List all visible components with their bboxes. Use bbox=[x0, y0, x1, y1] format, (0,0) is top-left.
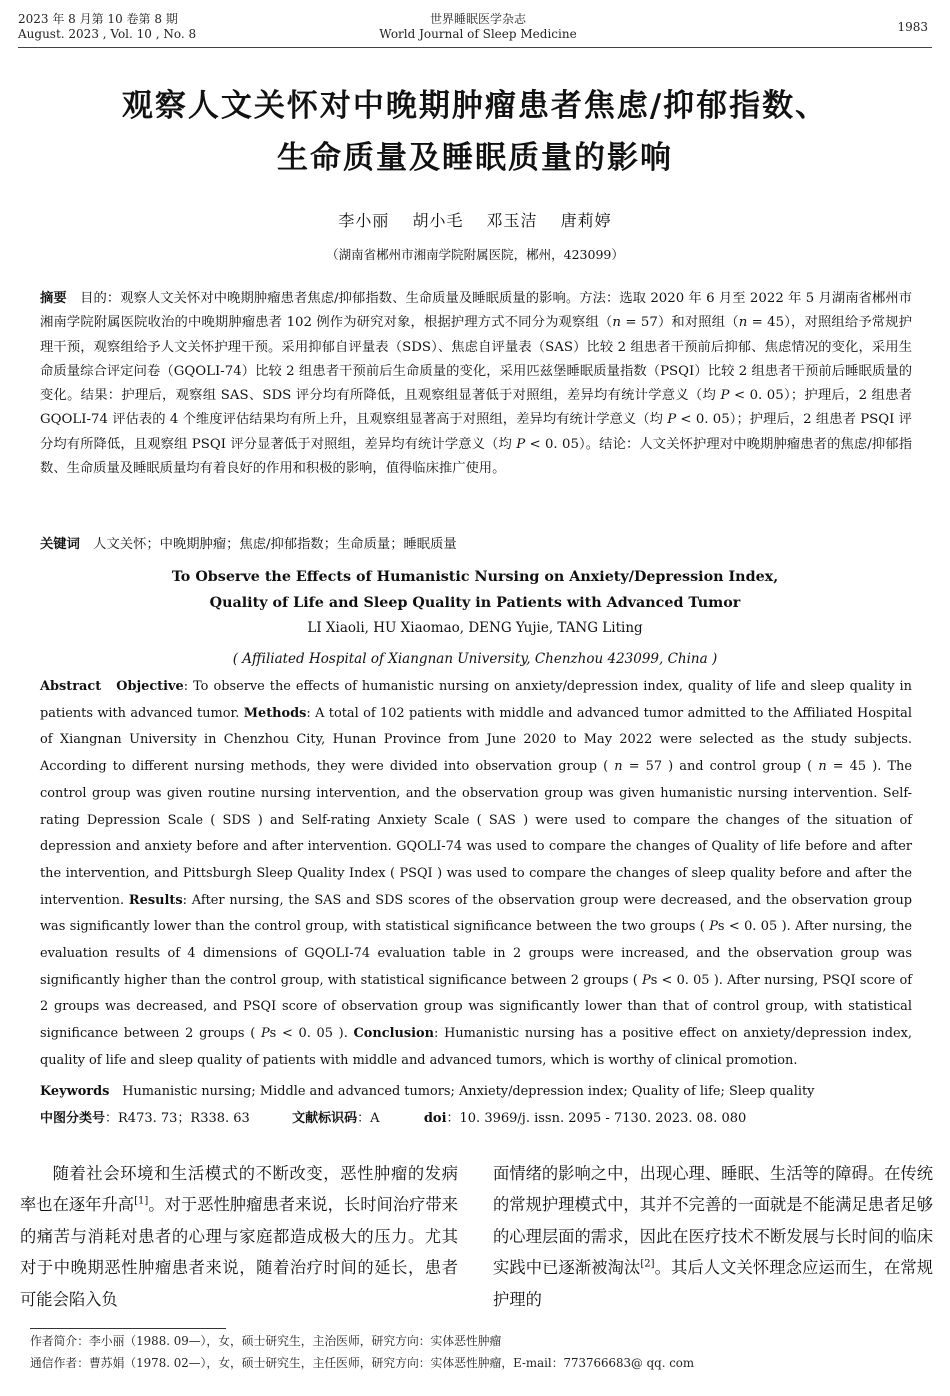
abstract-cn-label: 摘要 bbox=[40, 291, 67, 306]
authors-cn: 李小丽 胡小毛 邓玉洁 唐莉婷 bbox=[338, 211, 612, 230]
page-number: 1983 bbox=[897, 20, 928, 34]
journal-name bbox=[0, 12, 950, 42]
abstract-en: Abstract Objective: To observe the effects of humanistic nursing on anxiety/depression index, quality of life and sleep quality in patients with advanced tumor. Methods: A total of 102 patients with middle and advanced tumor admitted to the Affiliated Hospital of Xiangnan University in Chenzhou City, Hunan Province from June 2020 to May 2022 were selected as the study subjects. According to different nursing methods, they were divided into observation group ( n = 57 ) and control group ( n = 45 ). The control group was given routine nursing intervention, and the observation group was given humanistic nursing intervention. Self-rating Depression Scale ( SDS ) and Self-rating Anxiety Scale ( SAS ) were used to compare the changes of the situation of depression and anxiety before and after intervention. GQOLI-74 was used to compare the changes of Quality of life before and after the intervention, and Pittsburgh Sleep Quality Index ( PSQI ) was used to compare the changes of sleep quality before and after the intervention. Results: After nursing, the SAS and SDS scores of the observation group were decreased, and the observation group was significantly lower than the control group, with statistical significance between the two groups ( Ps < 0. 05 ). After nursing, the evaluation results of 4 dimensions of GQOLI-74 evaluation table in 2 groups were increased, and the observation group was significantly higher than the control group, with statistical significance between 2 groups ( Ps < 0. 05 ). After nursing, PSQI score of 2 groups was decreased, and PSQI score of observation group was significantly lower than that of control group, with statistical significance between 2 groups ( Ps < 0. 05 ). Conclusion: Humanistic nursing has a positive effect on anxiety/depression index, quality of life and sleep quality of patients with middle and advanced tumors, which is worthy of clinical promotion. bbox=[40, 679, 913, 1068]
ref-1: [1] bbox=[134, 1195, 149, 1207]
author-intro: 作者简介：李小丽（1988. 09—），女，硕士研究生，主治医师，研究方向：实体恶性肿瘤 bbox=[30, 1334, 502, 1348]
abstract-cn: 摘要 目的：观察人文关怀对中晚期肿瘤患者焦虑/抑郁指数、生命质量及睡眠质量的影响。方法：选取 2020 年 6 月至 2022 年 5 月湖南省郴州市湘南学院附属医院收治的中晚期肿瘤患者 102 例作为研究对象，根据护理方式不同分为观察组（n = 57）和对照组（n = 45），对照组给予常规护理干预，观察组给予人文关怀护理干预。采用抑郁自评量表（SDS）、焦虑自评量表（SAS）比较 2 组患者干预前后抑郁、焦虑情况的变化，采用生命质量综合评定问卷（GQOLI-74）比较 2 组患者干预前后生命质量的变化，采用匹兹堡睡眠质量指数（PSQI）比较 2 组患者干预前后睡眠质量的变化。结果：护理后，观察组 SAS、SDS 评分均有所降低，且观察组显著低于对照组，差异均有统计学意义（均 P < 0. 05）；护理后，2 组患者 GQOLI-74 评估表的 4 个维度评估结果均有所上升，且观察组显著高于对照组，差异均有统计学意义（均 P < 0. 05）；护理后，2 组患者 PSQI 评分均有所降低，且观察组 PSQI 评分显著低于对照组，差异均有统计学意义（均 P < 0. 05）。结论：人文关怀护理对中晚期肿瘤患者的焦虑/抑郁指数、生命质量及睡眠质量均有着良好的作用和积极的影响，值得临床推广使用。 bbox=[40, 291, 913, 477]
header-rule bbox=[18, 47, 932, 48]
doi-label: doi bbox=[423, 1111, 447, 1126]
title-en bbox=[0, 564, 950, 616]
affiliation-en: ( Affiliated Hospital of Xiangnan University, Chenzhou 423099, China ) bbox=[232, 651, 718, 667]
keywords-en-label: Keywords bbox=[40, 1084, 110, 1099]
ref-2: [2] bbox=[640, 1258, 655, 1270]
affiliation-cn: （湖南省郴州市湘南学院附属医院，郴州，423099） bbox=[326, 247, 624, 262]
issue-cn: 2023 年 8 月第 10 卷第 8 期 bbox=[18, 12, 178, 26]
footnote-rule bbox=[30, 1328, 226, 1329]
body-column-right: 面情绪的影响之中，出现心理、睡眠、生活等的障碍。在传统的常规护理模式中，其并不完善的一面就是不能满足患者足够的心理层面的需求，因此在医疗技术不断发展与长时间的临床实践中已逐渐被淘汰[2]。其后人文关怀理念应运而生，在常规护理的 bbox=[493, 1164, 933, 1309]
issue-en: August. 2023 , Vol. 10 , No. 8 bbox=[18, 27, 197, 41]
doi-value: ：10. 3969/j. issn. 2095 - 7130. 2023. 08. 080 bbox=[446, 1111, 747, 1126]
classification-line bbox=[40, 1108, 912, 1130]
clc-value: ：R473. 73；R338. 63 bbox=[105, 1111, 250, 1126]
keywords-cn-label: 关键词 bbox=[40, 537, 80, 552]
doc-code-value: ：A bbox=[357, 1111, 380, 1126]
clc-label: 中图分类号 bbox=[40, 1111, 106, 1126]
keywords-en: Keywords Humanistic nursing; Middle and advanced tumors; Anxiety/depression index; Quality of life; Sleep quality bbox=[40, 1084, 815, 1099]
title-en-line2: Quality of Life and Sleep Quality in Patients with Advanced Tumor bbox=[209, 595, 741, 611]
journal-cn: 世界睡眠医学杂志 bbox=[429, 12, 526, 26]
title-cn-line2: 生命质量及睡眠质量的影响 bbox=[277, 140, 673, 176]
authors-en: LI Xiaoli, HU Xiaomao, DENG Yujie, TANG Liting bbox=[307, 620, 643, 636]
keywords-cn: 关键词 人文关怀；中晚期肿瘤；焦虑/抑郁指数；生命质量；睡眠质量 bbox=[40, 537, 457, 552]
footnotes bbox=[30, 1330, 930, 1374]
title-en-line1: To Observe the Effects of Humanistic Nursing on Anxiety/Depression Index, bbox=[171, 569, 779, 585]
journal-en: World Journal of Sleep Medicine bbox=[379, 27, 577, 41]
doc-code-label: 文献标识码 bbox=[292, 1111, 358, 1126]
corresponding-author: 通信作者：曹苏娟（1978. 02—），女，硕士研究生，主任医师，研究方向：实体恶性肿瘤，E-mail：773766683@ qq. com bbox=[30, 1356, 695, 1370]
body-column-left: 随着社会环境和生活模式的不断改变，恶性肿瘤的发病率也在逐年升高[1]。对于恶性肿瘤患者来说，长时间治疗带来的痛苦与消耗对患者的心理与家庭都造成极大的压力。尤其对于中晚期恶性肿瘤患者来说，随着治疗时间的延长，患者可能会陷入负 bbox=[20, 1164, 458, 1309]
abstract-en-label: Abstract bbox=[40, 679, 102, 694]
title-cn-line1: 观察人文关怀对中晚期肿瘤患者焦虑/抑郁指数、 bbox=[121, 88, 829, 124]
